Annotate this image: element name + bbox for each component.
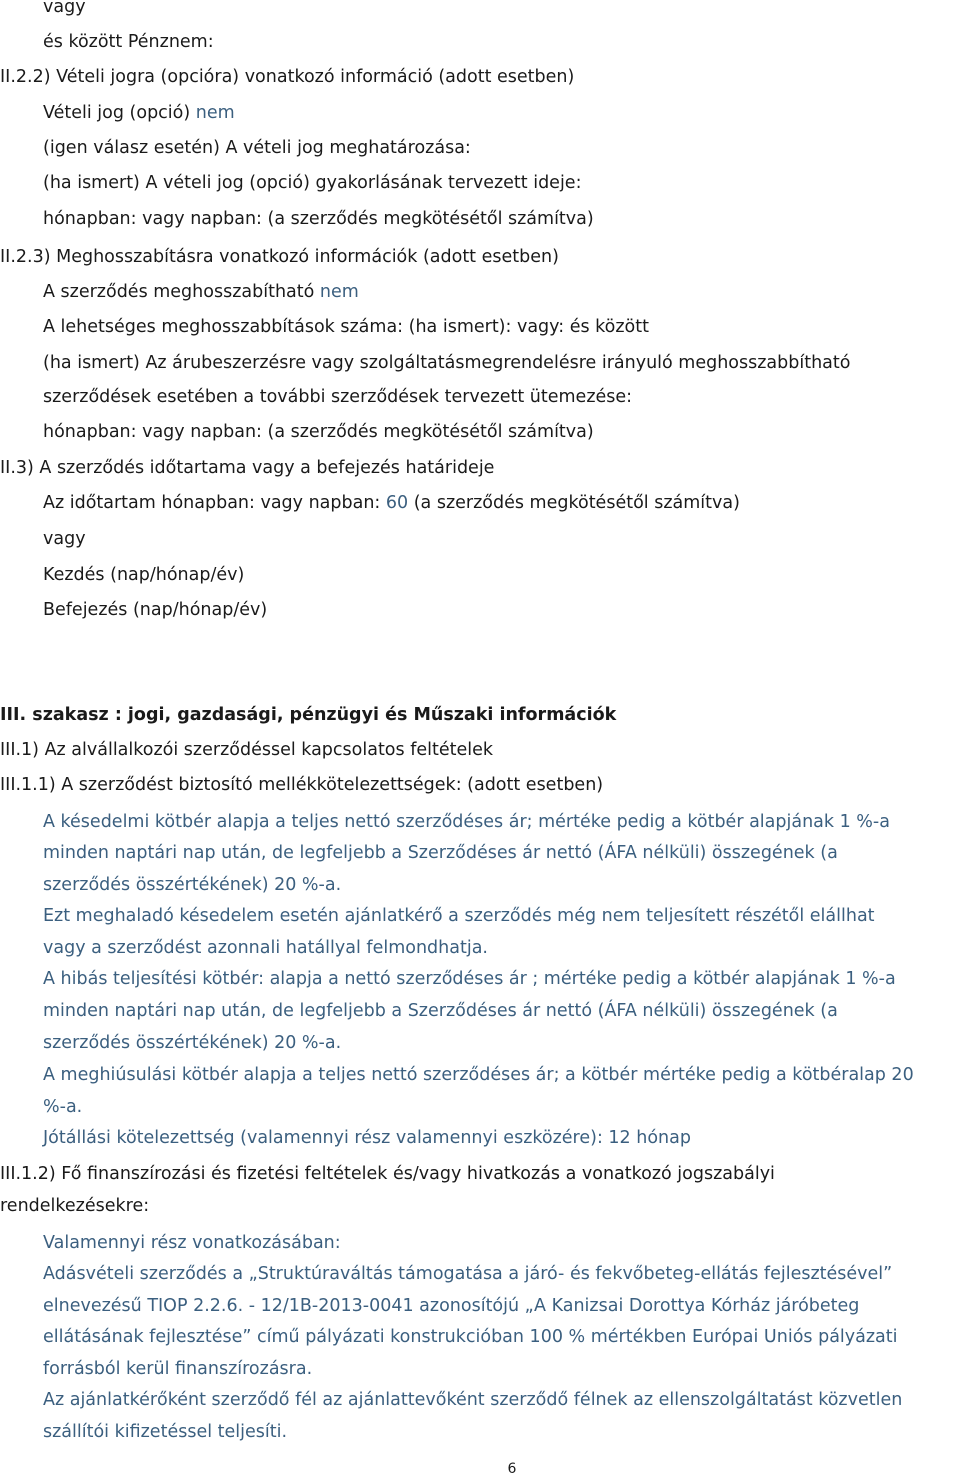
text-line: Adásvételi szerződés a „Struktúraváltás támogatása a járó- és fekvőbeteg-ellátás fejlesztésével” bbox=[43, 1264, 893, 1284]
field-label: Az időtartam hónapban: vagy napban: bbox=[43, 493, 386, 513]
text-line bbox=[43, 102, 235, 124]
section-heading: II.3) A szerződés időtartama vagy a befejezés határideje bbox=[0, 458, 495, 478]
text-line: és között Pénznem: bbox=[43, 32, 214, 52]
text-line: Ezt meghaladó késedelem esetén ajánlatkérő a szerződés még nem teljesített részétől elállhat bbox=[43, 906, 875, 926]
page-number: 6 bbox=[507, 1461, 517, 1477]
text-line: hónapban: vagy napban: (a szerződés megkötésétől számítva) bbox=[43, 209, 594, 229]
text-line: hónapban: vagy napban: (a szerződés megkötésétől számítva) bbox=[43, 422, 594, 442]
text-line bbox=[43, 281, 359, 303]
text-line: %-a. bbox=[43, 1097, 83, 1117]
section-heading: II.2.2) Vételi jogra (opcióra) vonatkozó információ (adott esetben) bbox=[0, 67, 575, 87]
text-line: elnevezésű TIOP 2.2.6. - 12/1B-2013-0041 azonosítójú „A Kanizsai Dorottya Kórház járóbeteg bbox=[43, 1296, 860, 1316]
text-line: (ha ismert) A vételi jog (opció) gyakorlásának tervezett ideje: bbox=[43, 173, 582, 193]
text-line: forrásból kerül finanszírozásra. bbox=[43, 1359, 313, 1379]
text-line: A hibás teljesítési kötbér: alapja a nettó szerződéses ár ; mértéke pedig a kötbér alapjának 1 %-a bbox=[43, 969, 896, 989]
text-line: szerződés összértékének) 20 %-a. bbox=[43, 875, 342, 895]
text-line: szerződések esetében a további szerződések tervezett ütemezése: bbox=[43, 387, 633, 407]
text-line: (ha ismert) Az árubeszerzésre vagy szolgáltatásmegrendelésre irányuló meghosszabbítható bbox=[43, 353, 851, 373]
text-line: Jótállási kötelezettség (valamennyi rész valamennyi eszközére): 12 hónap bbox=[43, 1128, 691, 1148]
text-line: A meghiúsulási kötbér alapja a teljes nettó szerződéses ár; a kötbér mértéke pedig a kötbéralap 20 bbox=[43, 1065, 914, 1085]
field-value: nem bbox=[319, 282, 359, 302]
section-heading: III.1) Az alvállalkozói szerződéssel kapcsolatos feltételek bbox=[0, 740, 494, 760]
text-line: vagy bbox=[43, 0, 86, 17]
field-label: Vételi jog (opció) bbox=[43, 103, 196, 123]
text-line: A lehetséges meghosszabbítások száma: (ha ismert): vagy: és között bbox=[43, 317, 649, 337]
text-line: Kezdés (nap/hónap/év) bbox=[43, 565, 245, 585]
field-label: A szerződés meghosszabítható bbox=[43, 282, 320, 302]
text-line: minden naptári nap után, de legfeljebb a Szerződéses ár nettó (ÁFA nélküli) összegének (a bbox=[43, 843, 838, 863]
section-heading: rendelkezésekre: bbox=[0, 1196, 150, 1216]
text-line: Befejezés (nap/hónap/év) bbox=[43, 600, 268, 620]
text-line: minden naptári nap után, de legfeljebb a Szerződéses ár nettó (ÁFA nélküli) összegének (a bbox=[43, 1001, 838, 1021]
field-value: nem bbox=[195, 103, 235, 123]
text-line: szerződés összértékének) 20 %-a. bbox=[43, 1033, 342, 1053]
section-heading: II.2.3) Meghosszabításra vonatkozó információk (adott esetben) bbox=[0, 247, 559, 267]
section-heading: III.1.1) A szerződést biztosító mellékkötelezettségek: (adott esetben) bbox=[0, 775, 604, 795]
text-line bbox=[43, 492, 740, 514]
text-line: vagy bbox=[43, 529, 86, 549]
text-line: A késedelmi kötbér alapja a teljes nettó szerződéses ár; mértéke pedig a kötbér alapjának 1 %-a bbox=[43, 812, 890, 832]
text-line: szállítói kifizetéssel teljesíti. bbox=[43, 1422, 288, 1442]
text-line: Valamennyi rész vonatkozásában: bbox=[43, 1233, 341, 1253]
field-label: (a szerződés megkötésétől számítva) bbox=[408, 493, 740, 513]
part-heading: III. szakasz : jogi, gazdasági, pénzügyi és Műszaki információk bbox=[0, 705, 617, 725]
text-line: Az ajánlatkérőként szerződő fél az ajánlattevőként szerződő félnek az ellenszolgáltatást közvetlen bbox=[43, 1390, 903, 1410]
field-value: 60 bbox=[385, 493, 409, 513]
text-line: ellátásának fejlesztése” című pályázati konstrukcióban 100 % mértékben Európai Uniós pályázati bbox=[43, 1327, 898, 1347]
text-line: (igen válasz esetén) A vételi jog meghatározása: bbox=[43, 138, 471, 158]
text-line: vagy a szerződést azonnali hatállyal felmondhatja. bbox=[43, 938, 488, 958]
section-heading: III.1.2) Fő finanszírozási és fizetési feltételek és/vagy hivatkozás a vonatkozó jogszabályi bbox=[0, 1164, 775, 1184]
